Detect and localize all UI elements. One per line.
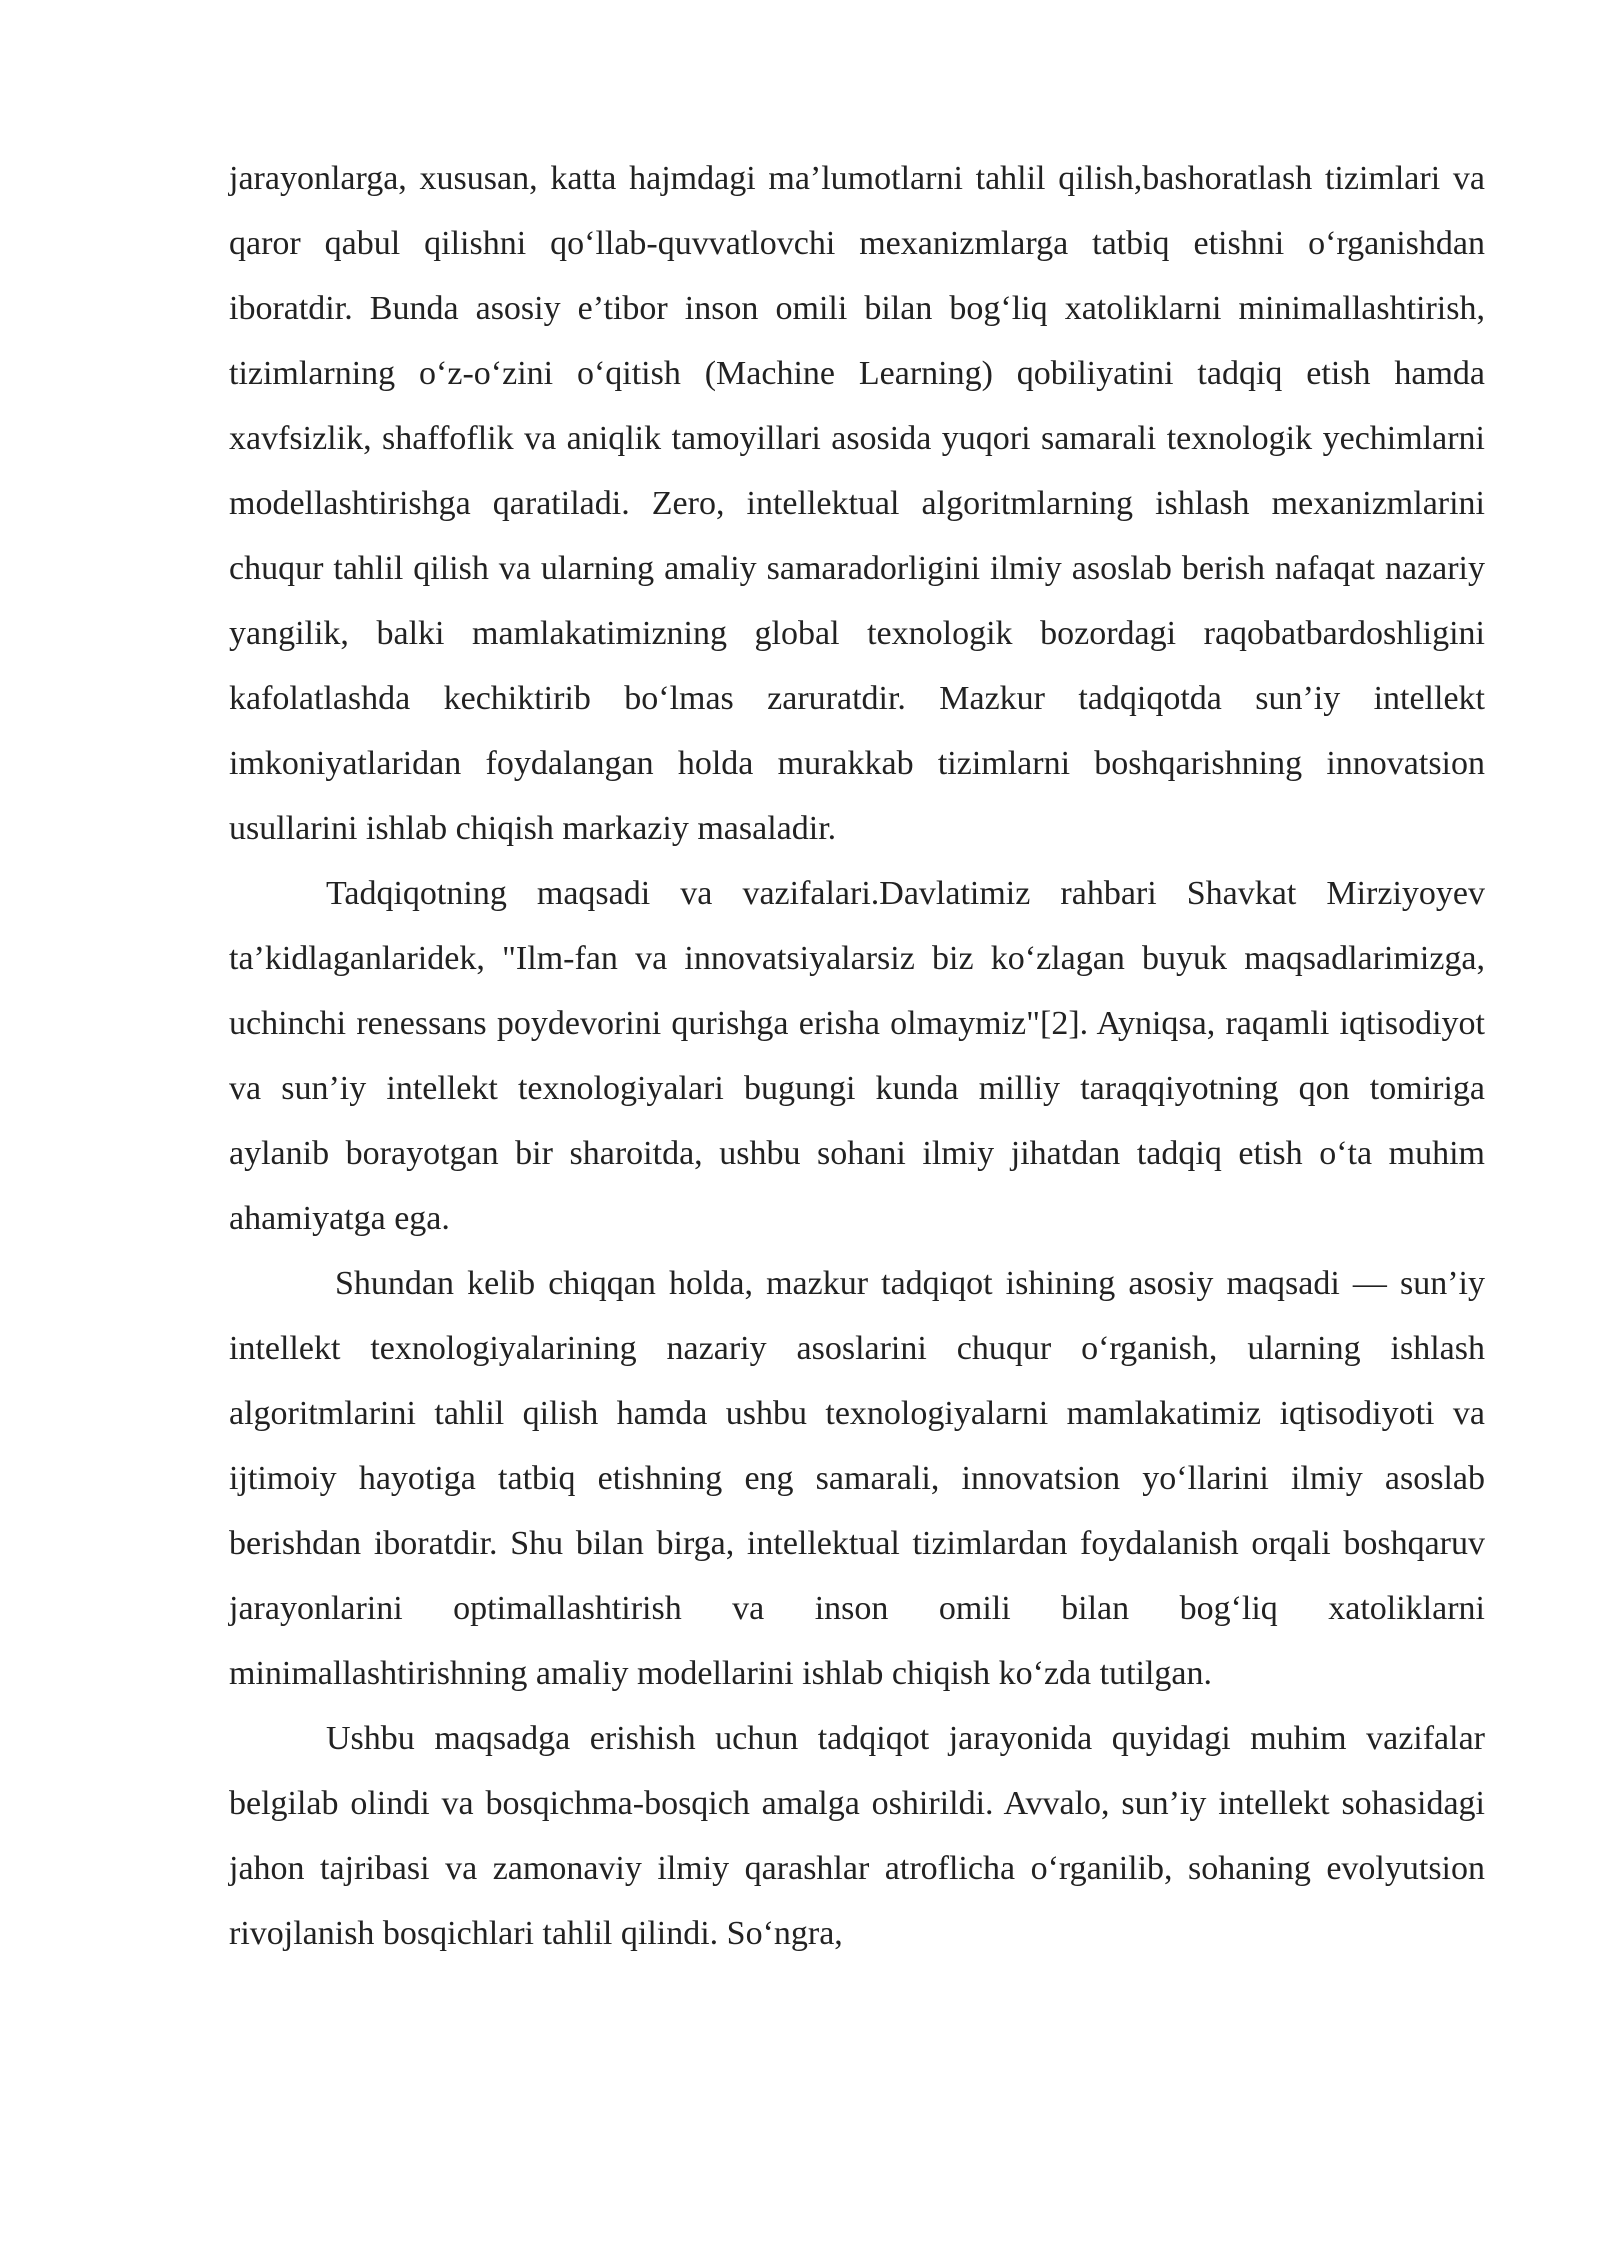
paragraph-tasks: Ushbu maqsadga erishish uchun tadqiqot jarayonida quyidagi muhim vazifalar belgilab olindi va bosqichma-bosqich amalga oshirildi. Avvalo, sun’iy intellekt sohasidagi jahon tajribasi va zamonaviy ilmiy qarashlar atroflicha o‘rganilib, sohaning evolyutsion rivojlanish bosqichlari tahlil qilindi. So‘ngra, xyxy=(229,1720,1485,1952)
paragraph-main-goal: Shundan kelib chiqqan holda, mazkur tadqiqot ishining asosiy maqsadi — sun’iy intellekt texnologiyalarining nazariy asoslarini chuqur o‘rganish, ularning ishlash algoritmlarini tahlil qilish hamda ushbu texnologiyalarni mamlakatimiz iqtisodiyoti va ijtimoiy hayotiga tatbiq etishning eng samarali, innovatsion yo‘llarini ilmiy asoslab berishdan iboratdir. Shu bilan birga, intellektual tizimlardan foydalanish orqali boshqaruv jarayonlarini optimallashtirish va inson omili bilan bog‘liq xatoliklarni minimallashtirishning amaliy modellarini ishlab chiqish ko‘zda tutilgan. xyxy=(229,1265,1485,1692)
paragraph-research-goals: Tadqiqotning maqsadi va vazifalari.Davlatimiz rahbari Shavkat Mirziyoyev ta’kidlaganlaridek, "Ilm-fan va innovatsiyalarsiz biz ko‘zlagan buyuk maqsadlarimizga, uchinchi renessans poydevorini qurishga erisha olmaymiz"[2]. Ayniqsa, raqamli iqtisodiyot va sun’iy intellekt texnologiyalari bugungi kunda milliy taraqqiyotning qon tomiriga aylanib borayotgan bir sharoitda, ushbu sohani ilmiy jihatdan tadqiq etish o‘ta muhim ahamiyatga ega. xyxy=(229,875,1485,1237)
paragraph-continuation: jarayonlarga, xususan, katta hajmdagi ma’lumotlarni tahlil qilish,bashoratlash tizimlari va qaror qabul qilishni qo‘llab-quvvatlovchi mexanizmlarga tatbiq etishni o‘rganishdan iboratdir. Bunda asosiy e’tibor inson omili bilan bog‘liq xatoliklarni minimallashtirish, tizimlarning o‘z-o‘zini o‘qitish (Machine Learning) qobiliyatini tadqiq etish hamda xavfsizlik, shaffoflik va aniqlik tamoyillari asosida yuqori samarali texnologik yechimlarni modellashtirishga qaratiladi. Zero, intellektual algoritmlarning ishlash mexanizmlarini chuqur tahlil qilish va ularning amaliy samaradorligini ilmiy asoslab berish nafaqat nazariy yangilik, balki mamlakatimizning global texnologik bozordagi raqobatbardoshligini kafolatlashda kechiktirib bo‘lmas zaruratdir. Mazkur tadqiqotda sun’iy intellekt imkoniyatlaridan foydalangan holda murakkab tizimlarni boshqarishning innovatsion usullarini ishlab chiqish markaziy masaladir. xyxy=(229,160,1485,847)
document-page xyxy=(229,146,1485,1966)
